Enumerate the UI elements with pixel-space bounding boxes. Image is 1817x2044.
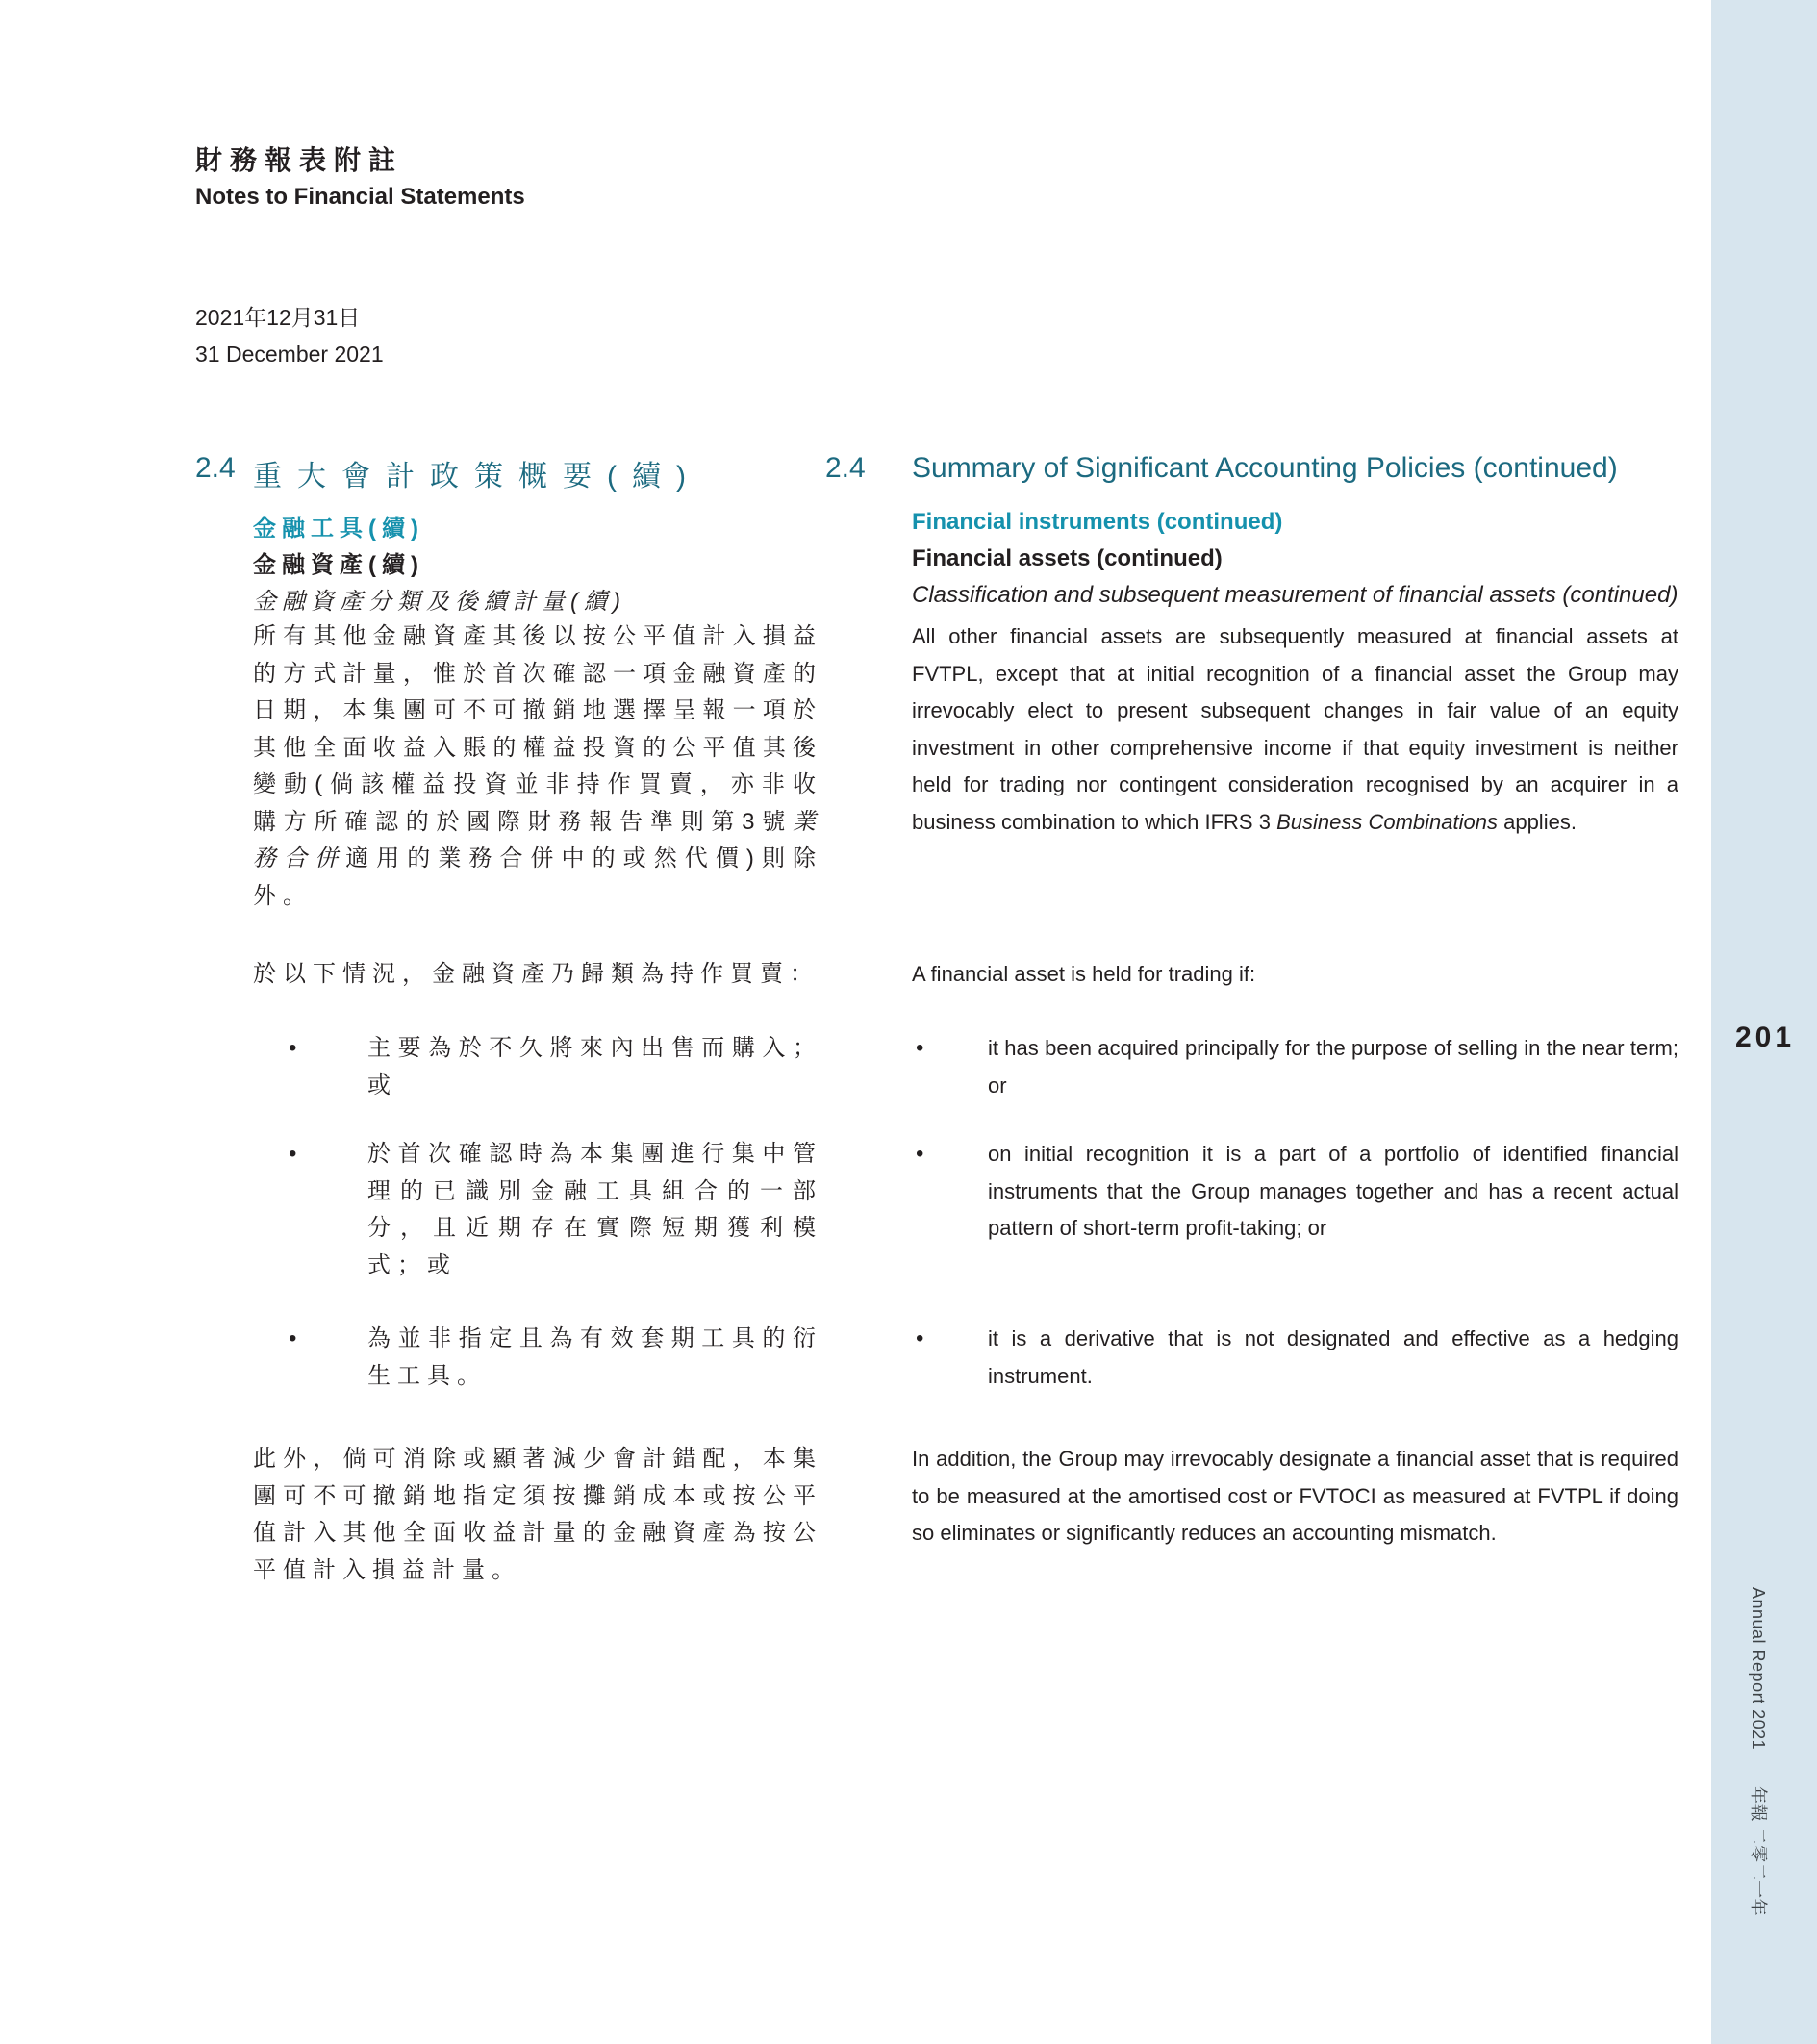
bullet-dot-icon: •: [916, 1141, 924, 1167]
held-for-trading-intro-zh: 於以下情況，金融資產乃歸類為持作買賣：: [253, 961, 820, 987]
bullet-dot-icon: •: [916, 1035, 924, 1061]
bullet-item-zh-1: 主要為於不久將來內出售而購入；或: [367, 1035, 822, 1098]
subheading-classification-zh: 金融資產分類及後續計量(續): [253, 589, 626, 615]
bullet-dot-icon: •: [916, 1325, 924, 1351]
paragraph-measurement-en: [912, 618, 1678, 841]
bullet-item-en-2: on initial recognition it is a part of a portfolio of identified financial instruments that the Group manages together and has a recent actual pattern of short-term profit-taking; or: [988, 1142, 1678, 1240]
section-title-zh: 重大會計政策概要(續): [253, 461, 701, 492]
paragraph-measurement-zh-text: 所有其他金融資產其後以按公平值計入損益的方式計量，惟於首次確認一項金融資產的日期，本集團可不可撤銷地選擇呈報一項於其他全面收益入賬的權益投資的公平值其後變動(倘該權益投資並非持作買賣，亦非收購方所確認的於國際財務報告準則第3號: [253, 623, 822, 835]
annual-report-label-en: Annual Report 2021: [1749, 1587, 1768, 1751]
sidebar-vertical-text: [1747, 1587, 1772, 1916]
section-number-en: 2.4: [825, 452, 866, 484]
document-title-en: Notes to Financial Statements: [195, 184, 525, 210]
business-combinations-term-zh: 業務合併: [253, 808, 822, 871]
report-date-en: 31 December 2021: [195, 341, 384, 366]
section-title-en: Summary of Significant Accounting Policies (continued): [912, 452, 1618, 484]
held-for-trading-intro-en: A financial asset is held for trading if:: [912, 962, 1256, 986]
bullet-item-en-3: it is a derivative that is not designated and effective as a hedging instrument.: [988, 1326, 1678, 1388]
subheading-financial-assets-zh: 金融資產(續): [253, 552, 424, 578]
paragraph-designation-en: In addition, the Group may irrevocably designate a financial asset that is required to be measured at the amortised cost or FVTOCI as measured at FVTPL if doing so eliminates or significantly reduces an accounting mismatch.: [912, 1447, 1678, 1545]
subheading-financial-assets-en: Financial assets (continued): [912, 545, 1223, 571]
subheading-financial-instruments-en: Financial instruments (continued): [912, 509, 1283, 535]
bullet-dot-icon: •: [289, 1035, 297, 1061]
paragraph-measurement-zh: [253, 618, 822, 915]
bullet-dot-icon: •: [289, 1325, 297, 1351]
page-number: 201: [1735, 1022, 1796, 1053]
bullet-item-en-1: it has been acquired principally for the purpose of selling in the near term; or: [988, 1036, 1678, 1098]
paragraph-designation-zh: 此外，倘可消除或顯著減少會計錯配，本集團可不可撤銷地指定須按攤銷成本或按公平值計入其他全面收益計量的金融資產為按公平值計入損益計量。: [253, 1446, 822, 1583]
bullet-item-zh-2: 於首次確認時為本集團進行集中管理的已識別金融工具組合的一部分，且近期存在實際短期獲利模式；或: [367, 1141, 822, 1278]
section-number-zh: 2.4: [195, 452, 236, 484]
paragraph-measurement-en-end: applies.: [1497, 809, 1577, 834]
business-combinations-term-en: Business Combinations: [1276, 809, 1498, 834]
paragraph-measurement-en-text: All other financial assets are subsequently measured at financial assets at FVTPL, except that at initial recognition of a financial asset the Group may irrevocably elect to present subsequent changes in fair value of an equity investment in other comprehensive income if that equity investment is neither held for trading nor contingent consideration recognised by an acquirer in a business combination to which IFRS 3: [912, 624, 1678, 834]
subheading-classification-en: Classification and subsequent measurement of financial assets (continued): [912, 582, 1678, 608]
report-date-zh: 2021年12月31日: [195, 305, 361, 330]
annual-report-label-zh: 年報 二零二一年: [1749, 1786, 1768, 1917]
paragraph-measurement-zh-end: 適用的業務合併中的或然代價)則除外。: [253, 845, 822, 909]
subheading-financial-instruments-zh: 金融工具(續): [253, 516, 424, 542]
bullet-dot-icon: •: [289, 1141, 297, 1167]
document-title-zh: 財務報表附註: [195, 144, 404, 176]
bullet-item-zh-3: 為並非指定且為有效套期工具的衍生工具。: [367, 1325, 822, 1389]
